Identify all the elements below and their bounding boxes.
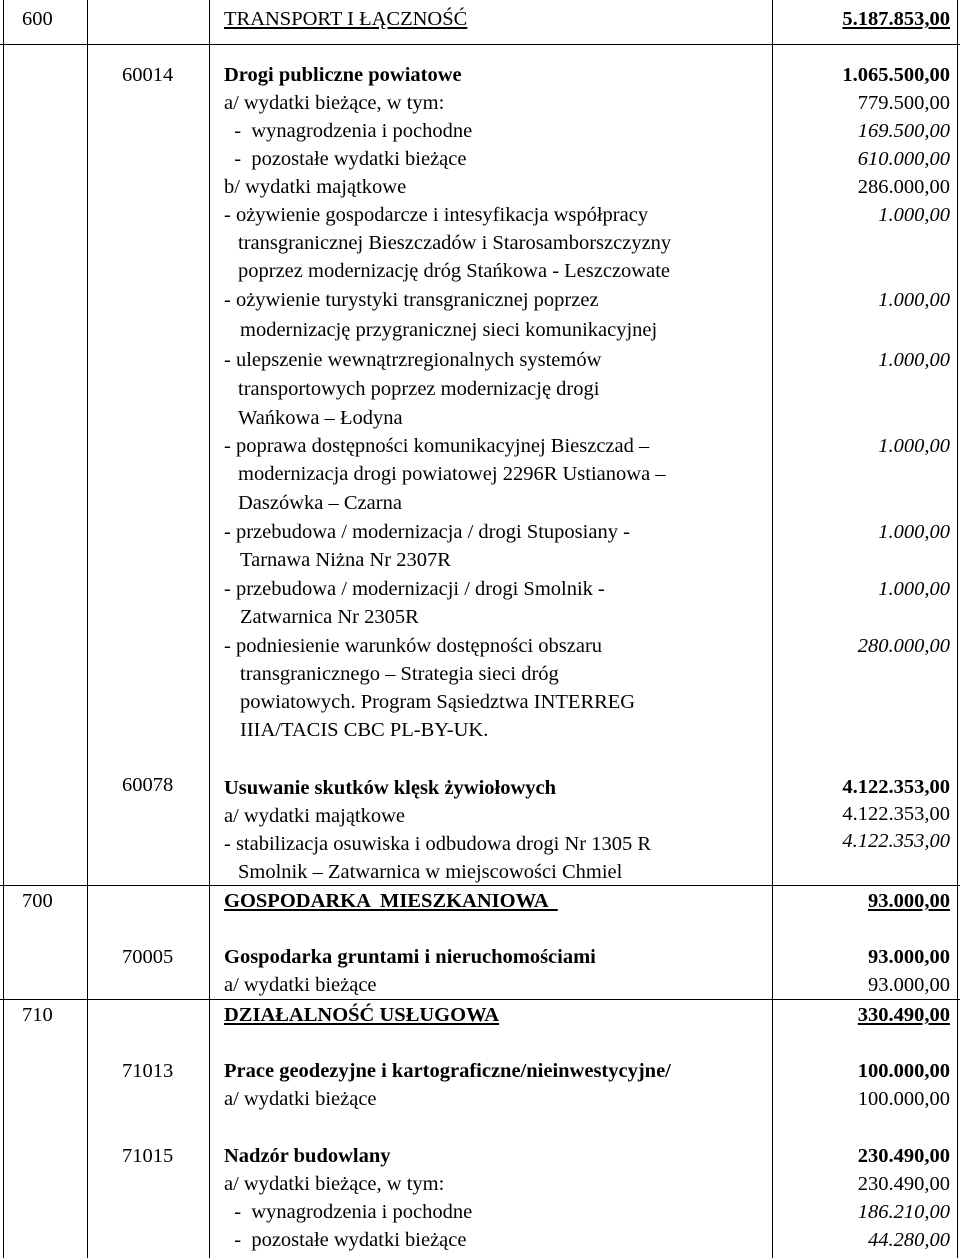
investment-line: IIIA/TACIS CBC PL-BY-UK. — [240, 719, 489, 741]
investment-amount: 1.000,00 — [878, 578, 950, 600]
rozdzial-amount: 4.122.353,00 — [842, 776, 950, 798]
dzial-title: TRANSPORT I ŁĄCZNOŚĆ — [224, 8, 468, 30]
dzial-amount: 5.187.853,00 — [842, 8, 950, 30]
expense-line: a/ wydatki bieżące — [224, 1088, 377, 1110]
investment-line: poprzez modernizację dróg Stańkowa - Leszczowate — [238, 260, 671, 282]
investment-line: transgranicznej Bieszczadów i Starosamborszczyzny — [238, 232, 672, 254]
investment-line: transportowych poprzez modernizację drogi — [238, 378, 600, 400]
investment-line: - stabilizacja osuwiska i odbudowa drogi Nr 1305 R — [224, 833, 652, 855]
rozdzial-title: Prace geodezyjne i kartograficzne/nieinwestycyjne/ — [224, 1060, 671, 1082]
investment-line: - ożywienie turystyki transgranicznej poprzez — [224, 289, 599, 311]
investment-line: transgranicznego – Strategia sieci dróg — [240, 663, 559, 685]
investment-line: - podniesienie warunków dostępności obszaru — [224, 635, 603, 657]
expense-amount: 286.000,00 — [857, 176, 950, 198]
dzial-code: 710 — [22, 1004, 53, 1026]
investment-line: - przebudowa / modernizacji / drogi Smolnik - — [224, 578, 605, 600]
expense-line: a/ wydatki majątkowe — [224, 805, 406, 827]
rozdzial-code: 60078 — [122, 774, 174, 796]
investment-line: modernizacja drogi powiatowej 2296R Ustianowa – — [238, 463, 666, 485]
row-divider — [0, 885, 960, 886]
rozdzial-title: Gospodarka gruntami i nieruchomościami — [224, 946, 596, 968]
investment-line: Daszówka – Czarna — [238, 492, 402, 514]
expense-line: a/ wydatki bieżące, w tym: — [224, 92, 445, 114]
investment-line: - przebudowa / modernizacja / drogi Stuposiany - — [224, 521, 630, 543]
rozdzial-title: Nadzór budowlany — [224, 1145, 391, 1167]
rozdzial-code: 71015 — [122, 1145, 174, 1167]
investment-amount: 1.000,00 — [878, 521, 950, 543]
rozdzial-amount: 230.490,00 — [857, 1145, 950, 1167]
dzial-amount: 93.000,00 — [868, 890, 950, 912]
expense-amount: 610.000,00 — [857, 148, 950, 170]
expense-amount: 100.000,00 — [857, 1088, 950, 1110]
expense-line: a/ wydatki bieżące, w tym: — [224, 1173, 445, 1195]
expense-amount: 230.490,00 — [857, 1173, 950, 1195]
rozdzial-title: Drogi publiczne powiatowe — [224, 64, 462, 86]
expense-amount: 186.210,00 — [857, 1201, 950, 1223]
rozdzial-code: 71013 — [122, 1060, 174, 1082]
dzial-amount: 330.490,00 — [857, 1004, 950, 1026]
column-divider — [772, 0, 773, 1258]
expense-amount: 4.122.353,00 — [842, 803, 950, 825]
investment-line: Tarnawa Niżna Nr 2307R — [240, 549, 451, 571]
rozdzial-code: 70005 — [122, 946, 174, 968]
rozdzial-amount: 100.000,00 — [857, 1060, 950, 1082]
column-divider — [209, 0, 210, 1258]
investment-line: - poprawa dostępności komunikacyjnej Bieszczad – — [224, 435, 650, 457]
expense-line: b/ wydatki majątkowe — [224, 176, 407, 198]
investment-amount: 280.000,00 — [857, 635, 950, 657]
expense-amount: 779.500,00 — [857, 92, 950, 114]
expense-line: a/ wydatki bieżące — [224, 974, 377, 996]
investment-amount: 4.122.353,00 — [842, 830, 950, 852]
expense-line: - wynagrodzenia i pochodne — [224, 120, 473, 142]
investment-line: - ożywienie gospodarcze i intesyfikacja współpracy — [224, 204, 649, 226]
rozdzial-amount: 93.000,00 — [868, 946, 950, 968]
expense-line: - wynagrodzenia i pochodne — [224, 1201, 473, 1223]
rozdzial-amount: 1.065.500,00 — [842, 64, 950, 86]
investment-line: Wańkowa – Łodyna — [238, 407, 403, 429]
investment-line: Smolnik – Zatwarnica w miejscowości Chmiel — [238, 861, 623, 883]
dzial-code: 600 — [22, 8, 53, 30]
dzial-title: DZIAŁALNOŚĆ USŁUGOWA — [224, 1004, 500, 1026]
column-divider — [87, 0, 88, 1258]
investment-amount: 1.000,00 — [878, 435, 950, 457]
expense-amount: 93.000,00 — [868, 974, 950, 996]
row-divider — [0, 44, 960, 45]
expense-amount: 169.500,00 — [857, 120, 950, 142]
table-border-left — [3, 0, 4, 1258]
dzial-title: GOSPODARKA MIESZKANIOWA — [224, 890, 558, 912]
rozdzial-code: 60014 — [122, 64, 174, 86]
expense-line: - pozostałe wydatki bieżące — [224, 148, 467, 170]
investment-amount: 1.000,00 — [878, 204, 950, 226]
investment-line: Zatwarnica Nr 2305R — [240, 606, 419, 628]
table-border-right — [957, 0, 958, 1258]
investment-amount: 1.000,00 — [878, 349, 950, 371]
investment-amount: 1.000,00 — [878, 289, 950, 311]
row-divider — [0, 999, 960, 1000]
dzial-code: 700 — [22, 890, 53, 912]
expense-amount: 44.280,00 — [868, 1229, 950, 1251]
investment-line: modernizację przygranicznej sieci komunikacyjnej — [240, 319, 658, 341]
investment-line: powiatowych. Program Sąsiedztwa INTERREG — [240, 691, 636, 713]
rozdzial-title: Usuwanie skutków klęsk żywiołowych — [224, 777, 557, 799]
expense-line: - pozostałe wydatki bieżące — [224, 1229, 467, 1251]
investment-line: - ulepszenie wewnątrzregionalnych systemów — [224, 349, 602, 371]
